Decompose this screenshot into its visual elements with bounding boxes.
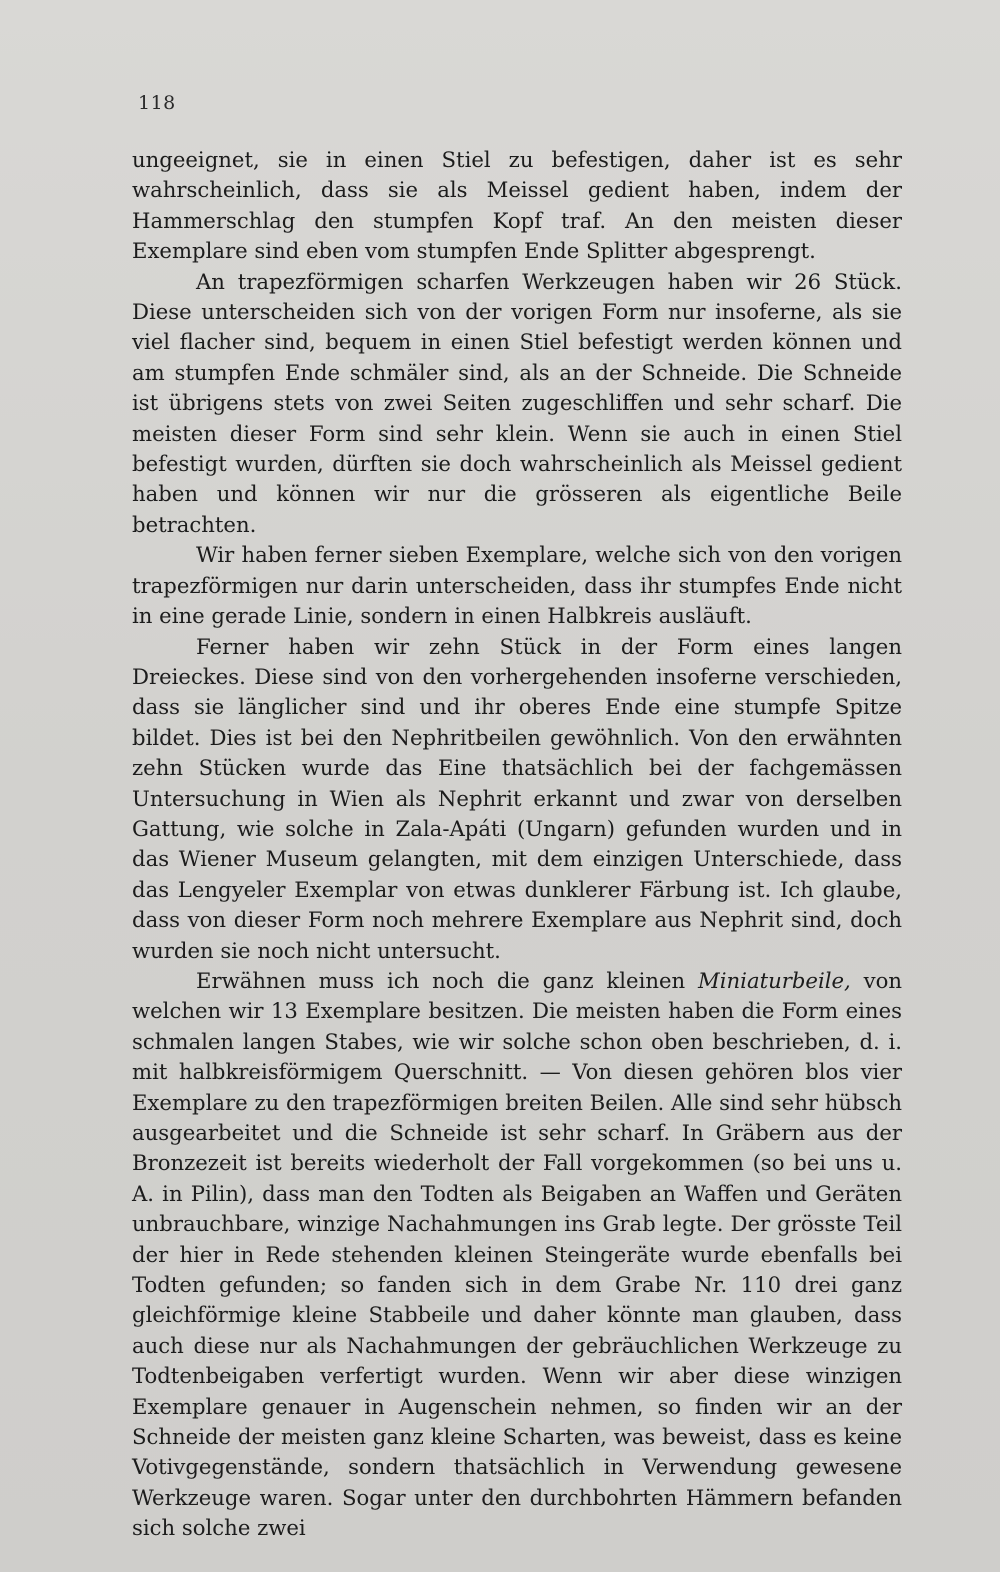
- paragraph-3: Wir haben ferner sieben Exemplare, welche sich von den vorigen trapezförmigen nur darin unterscheiden, dass ihr stumpfes Ende nicht in eine gerade Linie, sondern in einen Halbkreis ausläuft.: [132, 542, 902, 629]
- paragraph-5-italic-term: Miniaturbeile,: [698, 967, 851, 993]
- paragraph-1: ungeeignet, sie in einen Stiel zu befestigen, daher ist es sehr wahrscheinlich, dass sie als Meissel gedient haben, indem der Hammerschlag den stumpfen Kopf traf. An den meisten dieser Exemplare sind eben vom stumpfen Ende Splitter abgesprengt.: [132, 147, 902, 264]
- paragraph-5: [132, 966, 902, 1544]
- paragraph-5-before: Erwähnen muss ich noch die ganz kleinen: [196, 967, 699, 993]
- paragraph-2: An trapezförmigen scharfen Werkzeugen haben wir 26 Stück. Diese unterscheiden sich von der vorigen Form nur insoferne, als sie viel flacher sind, bequem in einen Stiel befestigt werden können und am stumpfen Ende schmäler sind, als an der Schneide. Die Schneide ist übrigens stets von zwei Seiten zugeschliffen und sehr scharf. Die meisten dieser Form sind sehr klein. Wenn sie auch in einen Stiel befestigt wurden, dürften sie doch wahrscheinlich als Meissel gedient haben und können wir nur die grösseren als eigentliche Beile betrachten.: [132, 268, 902, 537]
- body-text: [132, 145, 902, 1544]
- page-number: 118: [138, 92, 176, 114]
- paragraph-4: Ferner haben wir zehn Stück in der Form eines langen Dreieckes. Diese sind von den vorhergehenden insoferne verschieden, dass sie länglicher sind und ihr oberes Ende eine stumpfe Spitze bildet. Dies ist bei den Nephritbeilen gewöhnlich. Von den erwähnten zehn Stücken wurde das Eine thatsächlich bei der fachgemässen Untersuchung in Wien als Nephrit erkannt und zwar von derselben Gattung, wie solche in Zala-Apáti (Ungarn) gefunden wurden und in das Wiener Museum gelangten, mit dem einzigen Unterschiede, dass das Lengyeler Exemplar von etwas dunklerer Färbung ist. Ich glaube, dass von dieser Form noch mehrere Exemplare aus Nephrit sind, doch wurden sie noch nicht untersucht.: [132, 633, 902, 963]
- paragraph-5-after: von welchen wir 13 Exemplare besitzen. Die meisten haben die Form eines schmalen langen Stabes, wie wir solche schon oben beschrieben, d. i. mit halbkreisförmigem Querschnitt. — Von diesen gehören blos vier Exemplare zu den trapezförmigen breiten Beilen. Alle sind sehr hübsch ausgearbeitet und die Schneide ist sehr scharf. In Gräbern aus der Bronzezeit ist bereits wiederholt der Fall vorgekommen (so bei uns u. A. in Pilin), dass man den Todten als Beigaben an Waffen und Geräten unbrauchbare, winzige Nachahmungen ins Grab legte. Der grösste Teil der hier in Rede stehenden kleinen Steingeräte wurde ebenfalls bei Todten gefunden; so fanden sich in dem Grabe Nr. 110 drei ganz gleichförmige kleine Stabbeile und daher könnte man glauben, dass auch diese nur als Nachahmungen der gebräuchlichen Werkzeuge zu Todtenbeigaben verfertigt wurden. Wenn wir aber diese winzigen Exemplare genauer in Augenschein nehmen, so finden wir an der Schneide der meisten ganz kleine Scharten, was beweist, dass es keine Votivgegenstände, sondern thatsächlich in Verwendung gewesene Werkzeuge waren. Sogar unter den durchbohrten Hämmern befanden sich solche zwei: [132, 967, 903, 1541]
